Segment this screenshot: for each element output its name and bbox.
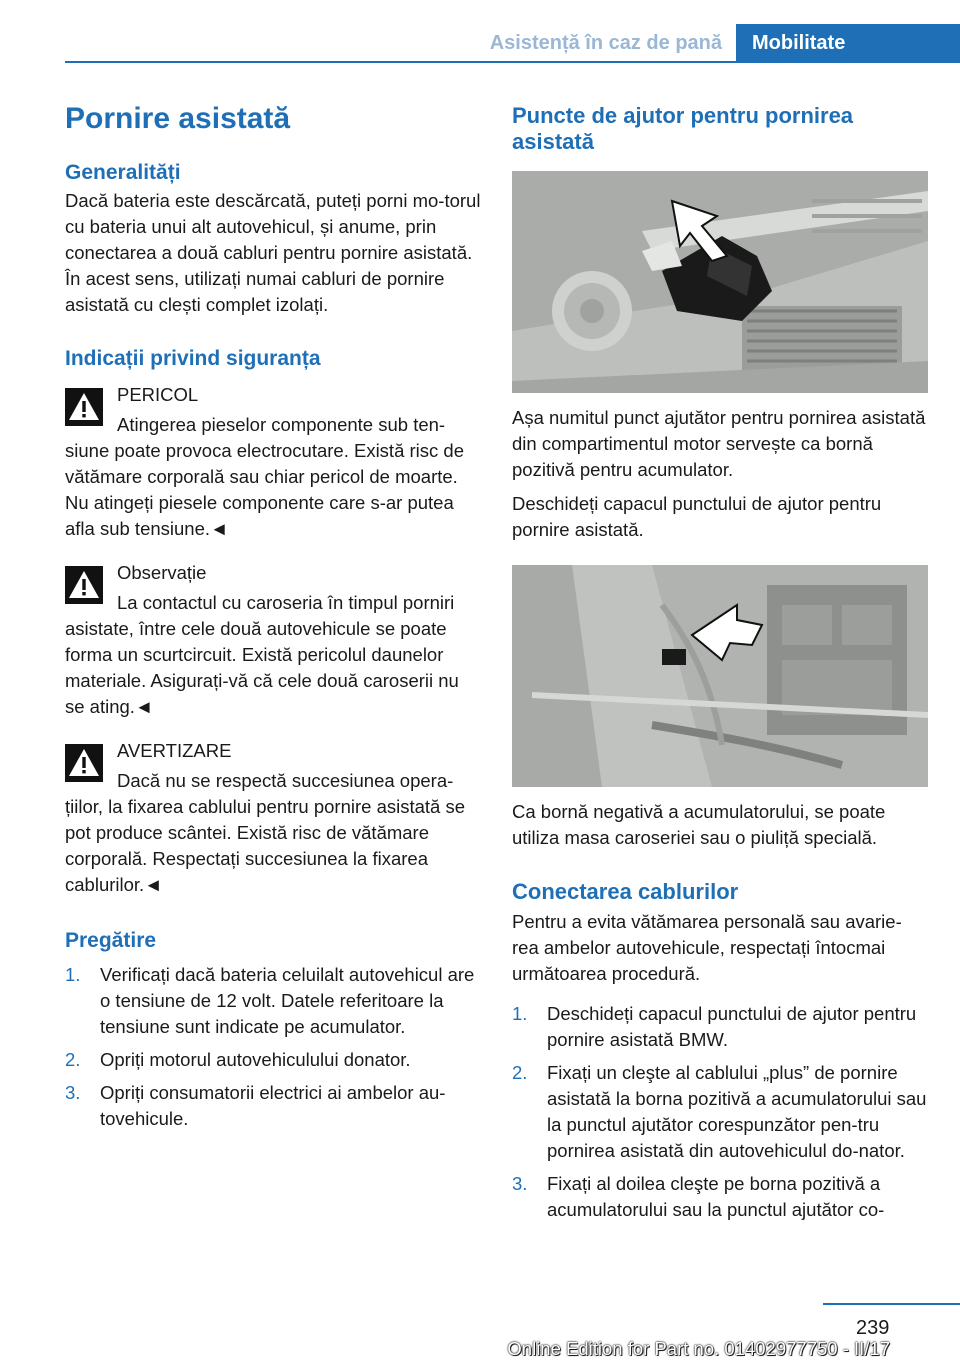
preparation-steps: [65, 962, 481, 1132]
header-rule: [65, 61, 960, 63]
general-text: Dacă bateria este descărcată, puteți porni mo-torul cu bateria unui alt autovehicul, și anume, prin conectarea a două cabluri pentru pornire asistată. În acest sens, utilizați numai cabluri de pornire asistată cu clești complet izolați.: [65, 190, 481, 315]
step-text: Verificați dacă bateria celuilalt autovehicul are o tensiune de 12 volt. Datele referitoare la tensiune sunt indicate pe acumulator.: [100, 964, 475, 1037]
step-number: 3.: [512, 1173, 528, 1194]
step-number: 3.: [65, 1082, 81, 1103]
warning-text: Atingerea pieselor componente sub ten-siune poate provoca electrocutare. Există risc de vătămare corporală sau chiar pericol de moarte. Nu atingeți piesele componente care s-ar putea afla sub tensiune.◄: [65, 414, 464, 539]
list-item: [65, 1047, 481, 1073]
list-item: [512, 1171, 928, 1223]
caption-open-cover: Deschideți capacul punctului de ajutor pentru pornire asistată.: [512, 493, 882, 540]
list-item: [65, 962, 481, 1040]
caption-negative-point: Ca bornă negativă a acumulatorului, se poate utiliza masa caroseriei sau o piuliță specială.: [512, 801, 886, 848]
running-header-tab: Mobilitate: [736, 24, 960, 63]
step-number: 2.: [65, 1049, 81, 1070]
warning-triangle-icon: [65, 744, 103, 782]
connect-steps: [512, 1001, 928, 1223]
page-title: Pornire asistată: [65, 102, 291, 135]
connect-heading: Conectarea cablurilor: [512, 879, 739, 904]
preparation-heading: Pregătire: [65, 929, 157, 952]
engine-compartment-negative-photo: [512, 565, 928, 787]
engine-compartment-positive-photo: [512, 171, 928, 393]
warning-text: La contactul cu caroseria în timpul porniri asistate, între cele două autovehicule se poate forma un scurtcircuit. Există pericolul daunelor materiale. Asigurați-vă că cele două caroserii nu se ating.◄: [65, 592, 459, 717]
list-item: [512, 1001, 928, 1053]
step-text: Opriți motorul autovehiculului donator.: [100, 1049, 411, 1070]
safety-heading: Indicații privind siguranța: [65, 347, 321, 370]
step-number: 1.: [65, 964, 81, 985]
right-column: [512, 100, 928, 1223]
warning-notice: [65, 560, 481, 720]
warning-triangle-icon: [65, 566, 103, 604]
step-text: Deschideți capacul punctului de ajutor pentru pornire asistată BMW.: [547, 1003, 917, 1050]
caption-positive-point: Așa numitul punct ajutător pentru pornirea asistată din compartimentul motor servește ca bornă pozitivă pentru acumulator.: [512, 407, 926, 480]
warning-label: PERICOL: [117, 384, 199, 405]
list-item: [512, 1060, 928, 1164]
warning-danger: [65, 382, 481, 542]
step-text: Fixați un cleşte al cablului „plus” de pornire asistată la borna pozitivă a acumulatorului sau la punctul ajutător corespunzător pen-tru pornirea asistată din autovehiculul do-nator.: [547, 1062, 927, 1161]
list-item: [65, 1080, 481, 1132]
warning-caution: [65, 738, 481, 898]
warning-label: Observație: [117, 562, 207, 583]
page-number: 239: [856, 1317, 890, 1339]
footer-rule: [823, 1303, 960, 1305]
assist-points-heading: Puncte de ajutor pentru pornirea asistată: [512, 103, 854, 154]
warning-triangle-icon: [65, 388, 103, 426]
step-text: Fixați al doilea cleşte pe borna pozitivă a acumulatorului sau la punctul ajutător co-: [547, 1173, 885, 1220]
connect-intro: Pentru a evita vătămarea personală sau avarie-rea ambelor autovehicule, respectați întocmai următoarea procedură.: [512, 911, 902, 984]
warning-text: Dacă nu se respectă succesiunea opera-țiilor, la fixarea cablului pentru pornire asistată se pot produce scântei. Există risc de vătămare corporală. Respectați succesiunea la fixarea cablurilor.◄: [65, 770, 466, 895]
warning-label: AVERTIZARE: [117, 740, 232, 761]
step-text: Opriți consumatorii electrici ai ambelor au-tovehicule.: [100, 1082, 446, 1129]
running-header-section: Asistență în caz de pană: [489, 31, 722, 54]
edition-footer: Online Edition for Part no. 01402977750 - II/17: [507, 1338, 890, 1359]
general-heading: Generalități: [65, 161, 181, 184]
left-column: [65, 100, 481, 1132]
step-number: 2.: [512, 1062, 528, 1083]
step-number: 1.: [512, 1003, 528, 1024]
